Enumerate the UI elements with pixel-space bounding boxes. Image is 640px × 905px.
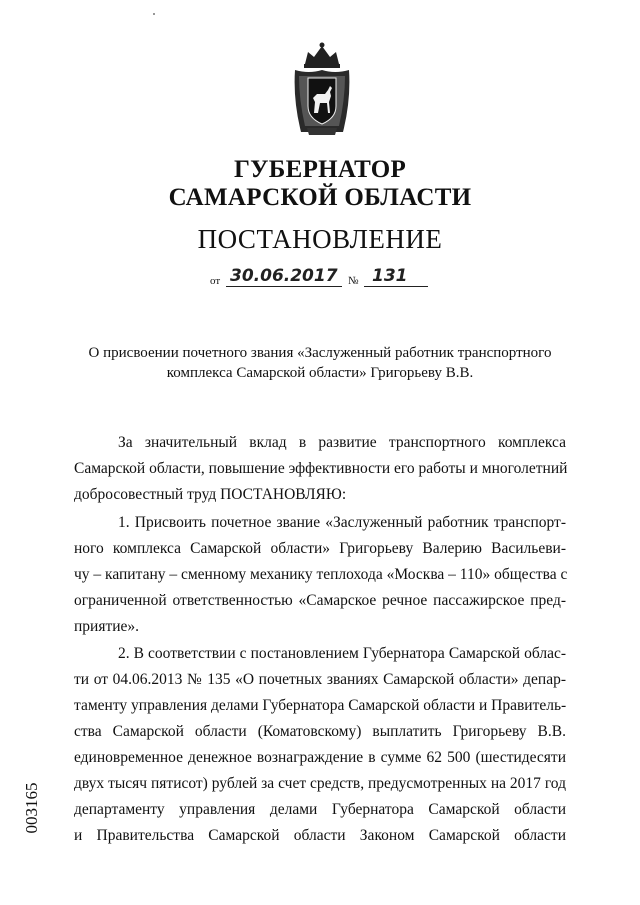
text-line: двух тысяч пятисот) рублей за счет средств, предусмотренных на 2017 год bbox=[74, 775, 566, 792]
coat-of-arms-emblem bbox=[291, 40, 353, 140]
text-line: единовременное денежное вознаграждение в сумме 62 500 (шестидесяти bbox=[74, 749, 566, 766]
margin-stamp-number bbox=[22, 768, 48, 848]
date-underline bbox=[226, 286, 342, 287]
date-from-label: от bbox=[210, 275, 221, 287]
stamp-text: 003165 bbox=[22, 782, 41, 834]
text-line: и Правительства Самарской области Законом Самарской области bbox=[74, 827, 566, 844]
issuer-title-line2: САМАРСКОЙ ОБЛАСТИ bbox=[168, 184, 472, 211]
text-line: ного комплекса Самарской области» Григорьеву Валерию Васильеви- bbox=[74, 540, 566, 557]
subject-line: комплекса Самарской области» Григорьеву В.В. bbox=[166, 365, 474, 381]
text-line: За значительный вклад в развитие транспортного комплекса bbox=[118, 434, 566, 451]
text-line: чу – капитану – сменному механику теплохода «Москва – 110» общества с bbox=[74, 566, 568, 583]
number-label: № bbox=[348, 275, 359, 287]
text-line: добросовестный труд ПОСТАНОВЛЯЮ: bbox=[74, 486, 347, 503]
issuer-title-line1: ГУБЕРНАТОР bbox=[233, 156, 407, 183]
text-line: таменту управления делами Губернатора Самарской области и Правитель- bbox=[74, 697, 567, 714]
text-line: ти от 04.06.2013 № 135 «О почетных званиях Самарской области» депар- bbox=[74, 671, 566, 688]
paragraph-item-2 bbox=[74, 641, 566, 849]
number-underline bbox=[364, 286, 428, 287]
text-line: ства Самарской области (Коматовскому) выплатить Григорьеву В.В. bbox=[74, 723, 566, 740]
paragraph-preamble bbox=[74, 430, 566, 508]
decree-subject bbox=[70, 343, 570, 383]
text-line: 1. Присвоить почетное звание «Заслуженный работник транспорт- bbox=[118, 514, 566, 531]
text-line: 2. В соответствии с постановлением Губернатора Самарской облас- bbox=[118, 645, 566, 662]
document-type: ПОСТАНОВЛЕНИЕ bbox=[197, 224, 443, 254]
subject-line: О присвоении почетного звания «Заслуженный работник транспортного bbox=[88, 345, 552, 361]
text-line: департаменту управления делами Губернатора Самарской области bbox=[74, 801, 566, 818]
decree-number: 131 bbox=[372, 266, 408, 286]
text-line: ограниченной ответственностью «Самарское речное пассажирское пред- bbox=[74, 592, 566, 609]
text-line: Самарской области, повышение эффективности его работы и многолетний bbox=[74, 460, 568, 477]
scan-speck bbox=[153, 13, 155, 15]
text-line: приятие». bbox=[74, 618, 140, 635]
paragraph-item-1 bbox=[74, 510, 566, 640]
decree-date: 30.06.2017 bbox=[230, 266, 338, 286]
